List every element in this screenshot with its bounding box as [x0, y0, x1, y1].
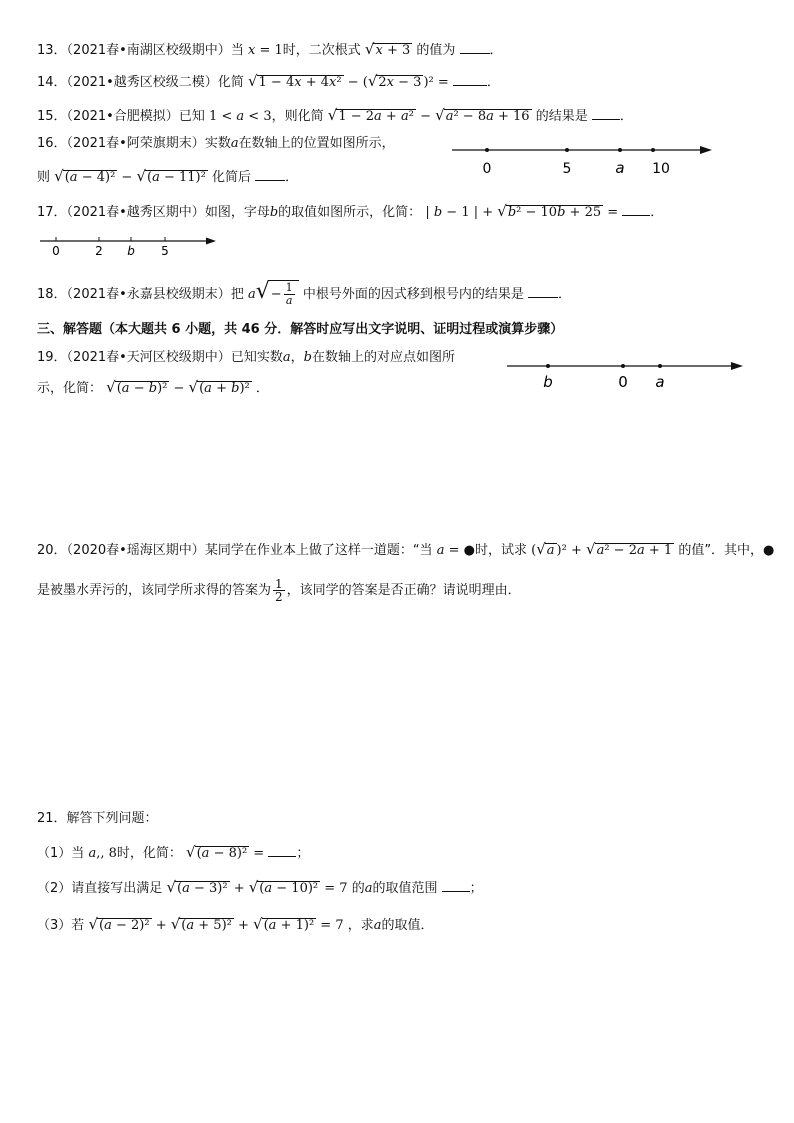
- answer-blank: [268, 844, 296, 857]
- question-21-part2: （2）请直接写出满足 √(a − 3)² + √(a − 10)² = 7 的a的取值范围 ；: [37, 878, 483, 896]
- answer-blank: [442, 879, 470, 892]
- tick-label: b: [127, 244, 135, 258]
- tick-label: a: [615, 159, 625, 177]
- tick-label: 0: [618, 373, 628, 391]
- answer-blank: [622, 203, 650, 216]
- tick-label: 5: [161, 244, 169, 258]
- question-18: 18．（2021春•永嘉县校级期末）把 a√− $\frac{1}{a}$ 中根号外面的因式移到根号内的结果是 ．: [37, 279, 571, 307]
- tick-label: 0: [482, 161, 492, 177]
- question-20: 20．（2020春•瑶海区期中）某同学在作业本上做了这样一道题：“当 a = ●时，试求 (√a )² + √a² − 2a + 1 的值”．其中，●: [37, 540, 775, 558]
- answer-blank: [528, 285, 558, 298]
- number-line-q16: [450, 140, 720, 180]
- answer-blank: [453, 73, 487, 86]
- question-21: 21．解答下列问题：: [37, 811, 158, 826]
- question-21-part3: （3）若 √(a − 2)² + √(a + 5)² + √(a + 1)² = 7 ，求a的取值．: [37, 915, 434, 933]
- tick-label: 10: [652, 161, 670, 177]
- tick-label: b: [543, 373, 553, 391]
- question-16: 16．（2021春•阿荣旗期末）实数a在数轴上的位置如图所示，: [37, 136, 395, 151]
- question-19: 19．（2021春•天河区校级期中）已知实数a，b在数轴上的对应点如图所: [37, 350, 455, 365]
- question-13: 13．（2021春•南湖区校级期中）当 x = 1时，二次根式 √x + 3 的值为 ．: [37, 40, 503, 58]
- tick-label: 0: [52, 244, 60, 258]
- tick-label: 2: [95, 244, 103, 258]
- answer-blank: [460, 41, 490, 54]
- question-16-line2: 则 √(a − 4)² − √(a − 11)² 化简后 ．: [37, 167, 299, 185]
- answer-blank: [255, 168, 285, 181]
- question-14: 14．（2021•越秀区校级二模）化简 √1 − 4x + 4x² − (√2x − 3 )² = ．: [37, 72, 500, 90]
- number-line-q19: [505, 356, 755, 392]
- question-19-line2: 示，化简： √(a − b)² − √(a + b)² ．: [37, 378, 269, 396]
- question-21-part1: （1）当 a,, 8时，化简： √(a − 8)² = ；: [37, 843, 310, 861]
- answer-blank: [592, 107, 620, 120]
- question-15: 15．（2021•合肥模拟）已知 1 < a < 3，则化简 √1 − 2a + a² − √a² − 8a + 16 的结果是 ．: [37, 106, 633, 124]
- sqrt-expression: √1 − 4x + 4x²: [247, 72, 342, 90]
- number-line-q17: [38, 232, 223, 260]
- tick-label: 5: [562, 161, 572, 177]
- question-20-line2: 是被墨水弄污的，该同学所求得的答案为 $\frac{1}{2}$ ，该同学的答案是否正确？请说明理由．: [37, 577, 521, 604]
- question-17: 17．（2021春•越秀区期中）如图，字母b的取值如图所示，化简： | b − 1 | + √b² − 10b + 25 = ．: [37, 202, 664, 220]
- section-heading: 三、解答题（本大题共 6 小题，共 46 分．解答时应写出文字说明、证明过程或演算步骤）: [37, 322, 564, 337]
- sqrt-x-plus-3: √x + 3: [364, 40, 411, 58]
- tick-label: a: [655, 373, 665, 391]
